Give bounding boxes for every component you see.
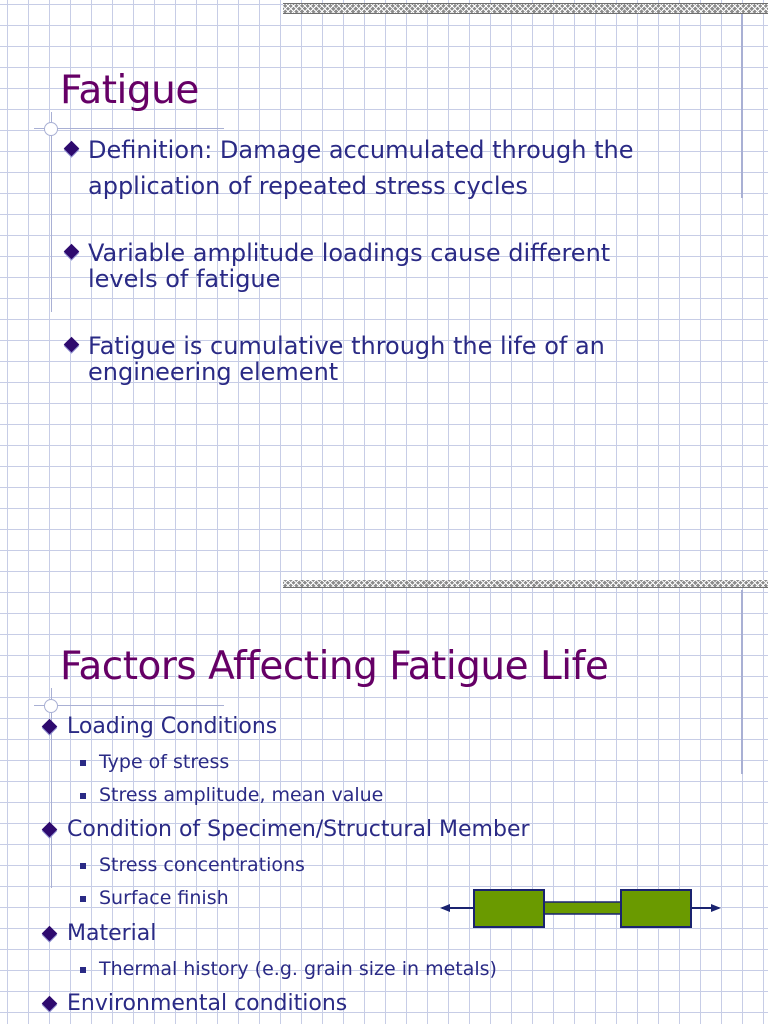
decorative-cross-horizontal <box>34 705 224 706</box>
bullet-line: Fatigue is cumulative through the life of an <box>88 332 605 360</box>
diamond-bullet-icon <box>42 822 58 838</box>
sub-item: Surface finish <box>99 887 229 909</box>
specimen-grip-right <box>621 890 691 927</box>
arrow-head-right-icon <box>711 904 721 912</box>
slide-factors-affecting-fatigue-life <box>0 580 768 1024</box>
decorative-band <box>283 3 768 14</box>
section-label: Material <box>67 921 157 946</box>
bullet-line: Definition: Damage accumulated through the <box>88 136 634 164</box>
decorative-vertical-line <box>741 590 743 774</box>
square-bullet-icon <box>80 863 86 869</box>
specimen-grip-left <box>474 890 544 927</box>
square-bullet-icon <box>80 793 86 799</box>
decorative-cross-vertical <box>51 688 52 888</box>
section-label: Loading Conditions <box>67 714 278 739</box>
section-label: Environmental conditions <box>67 991 348 1016</box>
diamond-bullet-icon <box>64 244 80 260</box>
bullet-line: application of repeated stress cycles <box>88 172 528 200</box>
sub-item: Stress amplitude, mean value <box>99 784 384 806</box>
slide-title: Fatigue <box>60 68 199 113</box>
sub-item: Type of stress <box>99 751 230 773</box>
decorative-cross-dot <box>44 699 58 713</box>
square-bullet-icon <box>80 896 86 902</box>
square-bullet-icon <box>80 967 86 973</box>
bullet-line: levels of fatigue <box>88 265 281 293</box>
sub-item: Thermal history (e.g. grain size in metals) <box>99 958 497 980</box>
section-label: Condition of Specimen/Structural Member <box>67 817 530 842</box>
diamond-bullet-icon <box>42 996 58 1012</box>
decorative-vertical-line <box>741 14 743 198</box>
decorative-cross-horizontal <box>34 128 224 129</box>
bullet-line: engineering element <box>88 358 339 386</box>
square-bullet-icon <box>80 760 86 766</box>
slide-title: Factors Affecting Fatigue Life <box>60 644 609 689</box>
diamond-bullet-icon <box>42 926 58 942</box>
arrow-head-left-icon <box>440 904 450 912</box>
specimen-tension-diagram <box>438 880 723 930</box>
decorative-band <box>283 580 768 588</box>
specimen-gauge-section <box>544 902 621 914</box>
sub-item: Stress concentrations <box>99 854 305 876</box>
decorative-cross-dot <box>44 122 58 136</box>
bullet-line: Variable amplitude loadings cause different <box>88 239 611 267</box>
diamond-bullet-icon <box>64 141 80 157</box>
diamond-bullet-icon <box>42 719 58 735</box>
diamond-bullet-icon <box>64 337 80 353</box>
decorative-cross-vertical <box>51 112 52 312</box>
